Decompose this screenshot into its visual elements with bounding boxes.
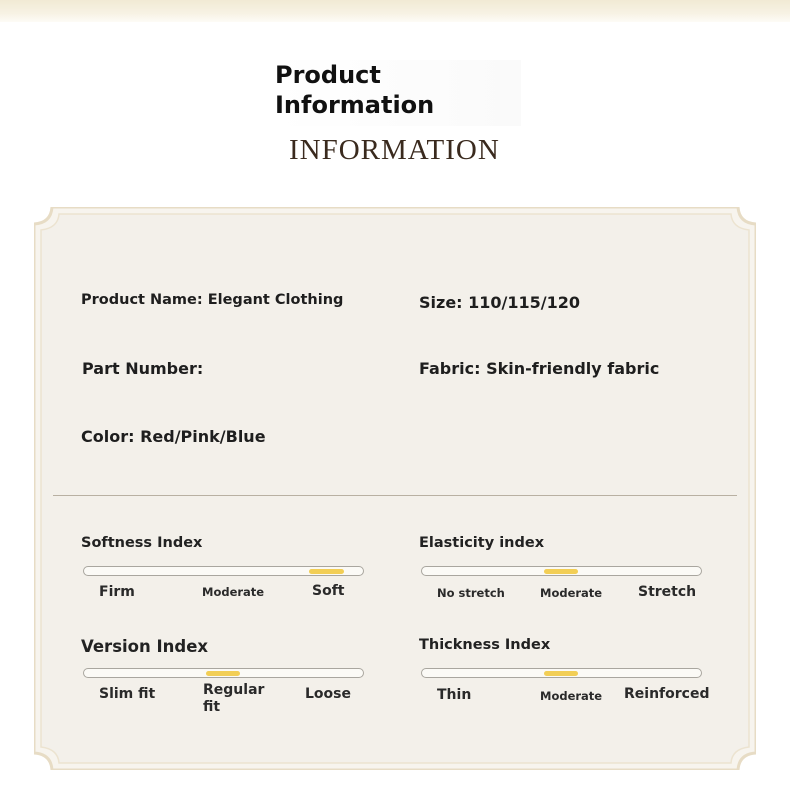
color-text: Color: Red/Pink/Blue (81, 427, 266, 446)
size-text: Size: 110/115/120 (419, 293, 581, 312)
version-index-marker (206, 671, 240, 676)
part-number-text: Part Number: (82, 359, 204, 378)
product-name-text: Product Name: Elegant Clothing (81, 292, 344, 308)
thickness-label-moderate: Moderate (540, 689, 603, 703)
elasticity-label-moderate: Moderate (540, 586, 603, 600)
softness-index-marker (309, 569, 344, 574)
softness-label-moderate: Moderate (202, 585, 265, 599)
version-index-title: Version Index (81, 637, 209, 656)
thickness-index-title: Thickness Index (419, 637, 551, 653)
elasticity-label-stretch: Stretch (638, 584, 697, 600)
thickness-label-reinforced: Reinforced (624, 686, 710, 702)
thickness-label-thin: Thin (437, 687, 472, 703)
version-label-slim-fit: Slim fit (99, 686, 156, 702)
softness-label-firm: Firm (99, 584, 135, 600)
elasticity-label-no-stretch: No stretch (437, 586, 505, 600)
version-label-regular-fit: Regular fit (203, 682, 265, 715)
thickness-index-marker (544, 671, 578, 676)
softness-label-soft: Soft (312, 583, 345, 599)
page-subtitle: INFORMATION (289, 134, 500, 166)
page-title (275, 60, 521, 126)
version-label-loose: Loose (305, 686, 351, 702)
page-title-line2: Information (275, 91, 435, 119)
fabric-text: Fabric: Skin-friendly fabric (419, 359, 660, 378)
elasticity-index-title: Elasticity index (419, 535, 545, 551)
page-title-line1: Product (275, 61, 381, 89)
softness-index-title: Softness Index (81, 535, 203, 551)
top-gradient-band (0, 0, 790, 22)
section-divider (53, 495, 737, 496)
elasticity-index-marker (544, 569, 578, 574)
